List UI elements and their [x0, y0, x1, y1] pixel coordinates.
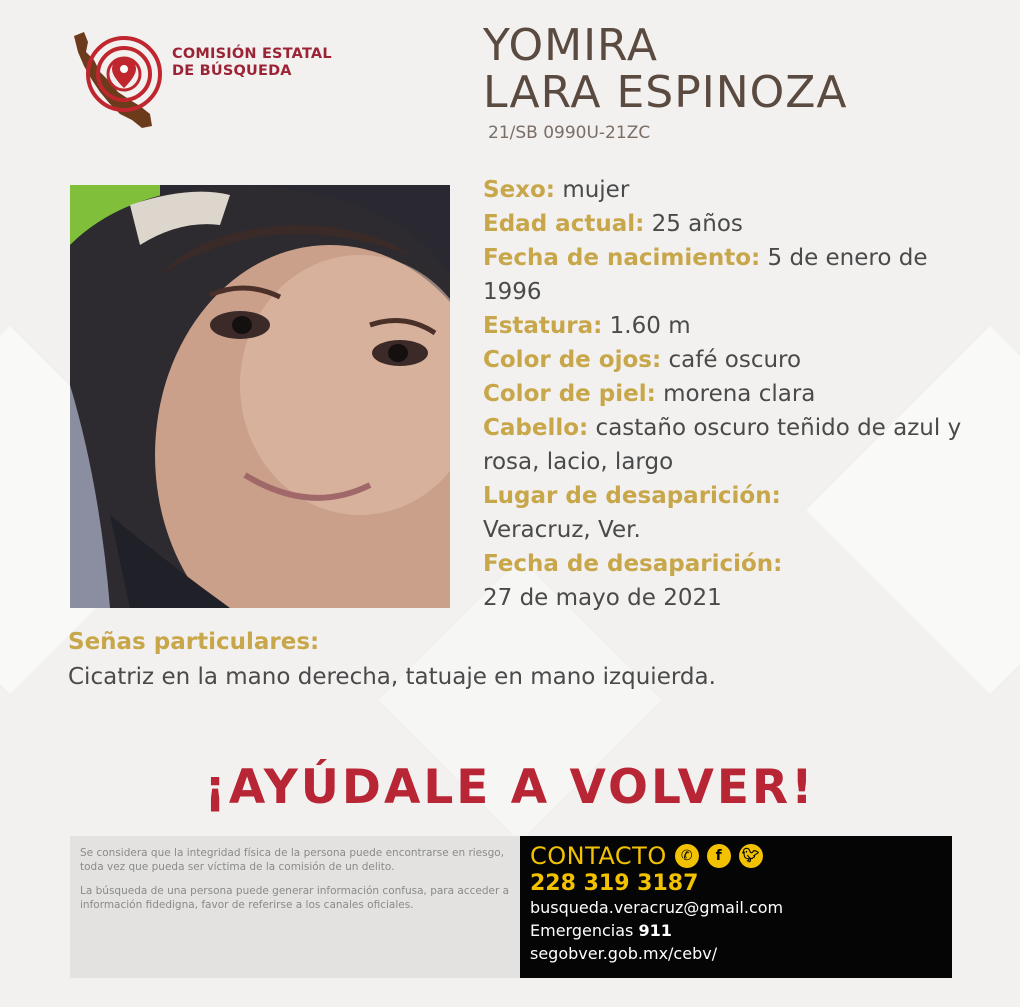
detail-estatura: Estatura: 1.60 m [483, 313, 691, 339]
org-name: COMISIÓN ESTATAL DE BÚSQUEDA [172, 46, 332, 79]
person-photo [70, 185, 450, 608]
disclaimer-text: La búsqueda de una persona puede generar información confusa, para acceder a información fidedigna, favor de referirse a los canales oficiales. [80, 885, 510, 911]
case-folio: 21/SB 0990U-21ZC [488, 123, 651, 143]
senas-value: Cicatriz en la mano derecha, tatuaje en mano izquierda. [68, 664, 716, 690]
contact-emergencias: Emergencias 911 [530, 921, 672, 940]
call-to-action: ¡AYÚDALE A VOLVER! [204, 760, 816, 815]
detail-fecha: Fecha de desaparición: 27 de mayo de 2021 [483, 551, 783, 611]
detail-edad: Edad actual: 25 años [483, 211, 743, 237]
facebook-icon[interactable]: f [707, 844, 731, 868]
cebv-logo [70, 28, 350, 133]
detail-ojos: Color de ojos: café oscuro [483, 347, 802, 373]
person-details [483, 173, 983, 615]
detail-lugar: Lugar de desaparición: Veracruz, Ver. [483, 483, 781, 543]
whatsapp-icon[interactable]: ✆ [675, 844, 699, 868]
detail-cabello: Cabello: castaño oscuro teñido de azul y rosa, lacio, largo [483, 415, 962, 475]
person-name [483, 22, 848, 116]
contact-phone[interactable]: 228 319 3187 [530, 871, 699, 896]
senas-label: Señas particulares: [68, 629, 320, 655]
contact-header [530, 842, 942, 870]
twitter-icon[interactable]: 🐦︎ [739, 844, 763, 868]
contact-website[interactable]: segobver.gob.mx/cebv/ [530, 944, 718, 963]
last-name: LARA ESPINOZA [483, 67, 848, 118]
disclaimer-text: Se considera que la integridad física de la persona puede encontrarse en riesgo, toda vez que pueda ser víctima de la comisión de un delito. [80, 847, 505, 873]
detail-piel: Color de piel: morena clara [483, 381, 816, 407]
first-name: YOMIRA [483, 20, 658, 71]
contact-box [520, 836, 952, 978]
disclaimer-box [70, 836, 520, 978]
detail-sexo: Sexo: mujer [483, 177, 630, 203]
detail-nacimiento: Fecha de nacimiento: 5 de enero de 1996 [483, 245, 928, 305]
contact-title: CONTACTO [530, 842, 667, 870]
contact-email[interactable]: busqueda.veracruz@gmail.com [530, 898, 784, 917]
